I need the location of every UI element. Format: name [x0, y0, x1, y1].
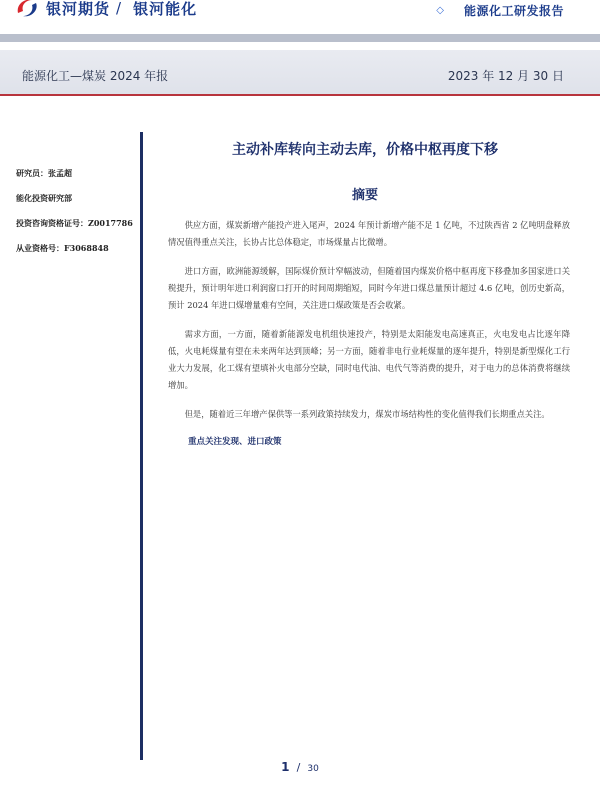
header-band-gap: [0, 42, 600, 50]
page-current: 1: [281, 760, 290, 774]
researcher-line: 研究员：张孟超: [16, 168, 72, 178]
report-type: 能源化工研发报告: [463, 4, 564, 18]
galaxy-logo-icon: [14, 0, 40, 19]
paragraph-policy: 但是，随着近三年增产保供等一系列政策持续发力，煤炭市场结构性的变化值得我们长期重点关注。: [184, 409, 550, 419]
abstract-heading: 摘要: [351, 188, 378, 203]
page-total: 30: [307, 764, 319, 774]
page-number: [0, 756, 600, 775]
header-band: [0, 50, 600, 96]
header-band-top: [0, 34, 600, 42]
department-line: 能化投资研究部: [16, 193, 72, 203]
author-info: [16, 168, 138, 268]
brand-primary: 银河期货: [46, 0, 111, 18]
paragraph-demand: 需求方面，一方面，随着新能源发电机组快速投产，特别是太阳能发电高速真正，火电发电占比逐年降低，火电耗煤量有望在未来两年达到顶峰；另一方面，随着非电行业耗煤量的逐年提升，特别是新型煤化工行业大力发展，化工煤有望填补火电部分空缺，同时电代油、电代气等消费的提升，对于电力的总体消费将继续增加。: [168, 329, 570, 390]
brand-separator: /: [116, 0, 122, 17]
page-title: 主动补库转向主动去库，价格中枢再度下移: [232, 142, 498, 158]
report-date: 2023 年 12 月 30 日: [447, 69, 564, 83]
key-focus: 重点关注发现、进口政策: [188, 437, 282, 447]
paragraph-import: 进口方面，欧洲能源缓解，国际煤价预计窄幅波动，但随着国内煤炭价格中枢再度下移叠加多国家进口关税提升，预计明年进口利润窗口打开的时间周期缩短，同时今年进口煤总量预计超过 4.6 亿吨，创历史新高，预计 2024 年进口煤增量难有空间，关注进口煤政策是否会收紧。: [168, 266, 570, 310]
diamond-icon: ◇: [436, 5, 444, 16]
consulting-license-line: 投资咨询资格证号：Z0017786: [16, 218, 133, 228]
paragraph-supply: 供应方面，煤炭新增产能投产进入尾声，2024 年预计新增产能不足 1 亿吨，不过陕西省 2 亿吨明盘释放情况值得重点关注，长协占比总体稳定，市场煤量占比微增。: [168, 220, 570, 247]
column-divider: [140, 132, 143, 760]
brand-secondary: 银河能化: [133, 0, 198, 18]
qualification-line: 从业资格号：F3068848: [16, 243, 109, 253]
brand-logo: [14, 0, 197, 20]
page-separator: /: [296, 761, 301, 774]
report-type-block: [436, 2, 564, 19]
main-content: [160, 132, 570, 447]
report-title: 能源化工—煤炭 2024 年报: [22, 69, 169, 83]
